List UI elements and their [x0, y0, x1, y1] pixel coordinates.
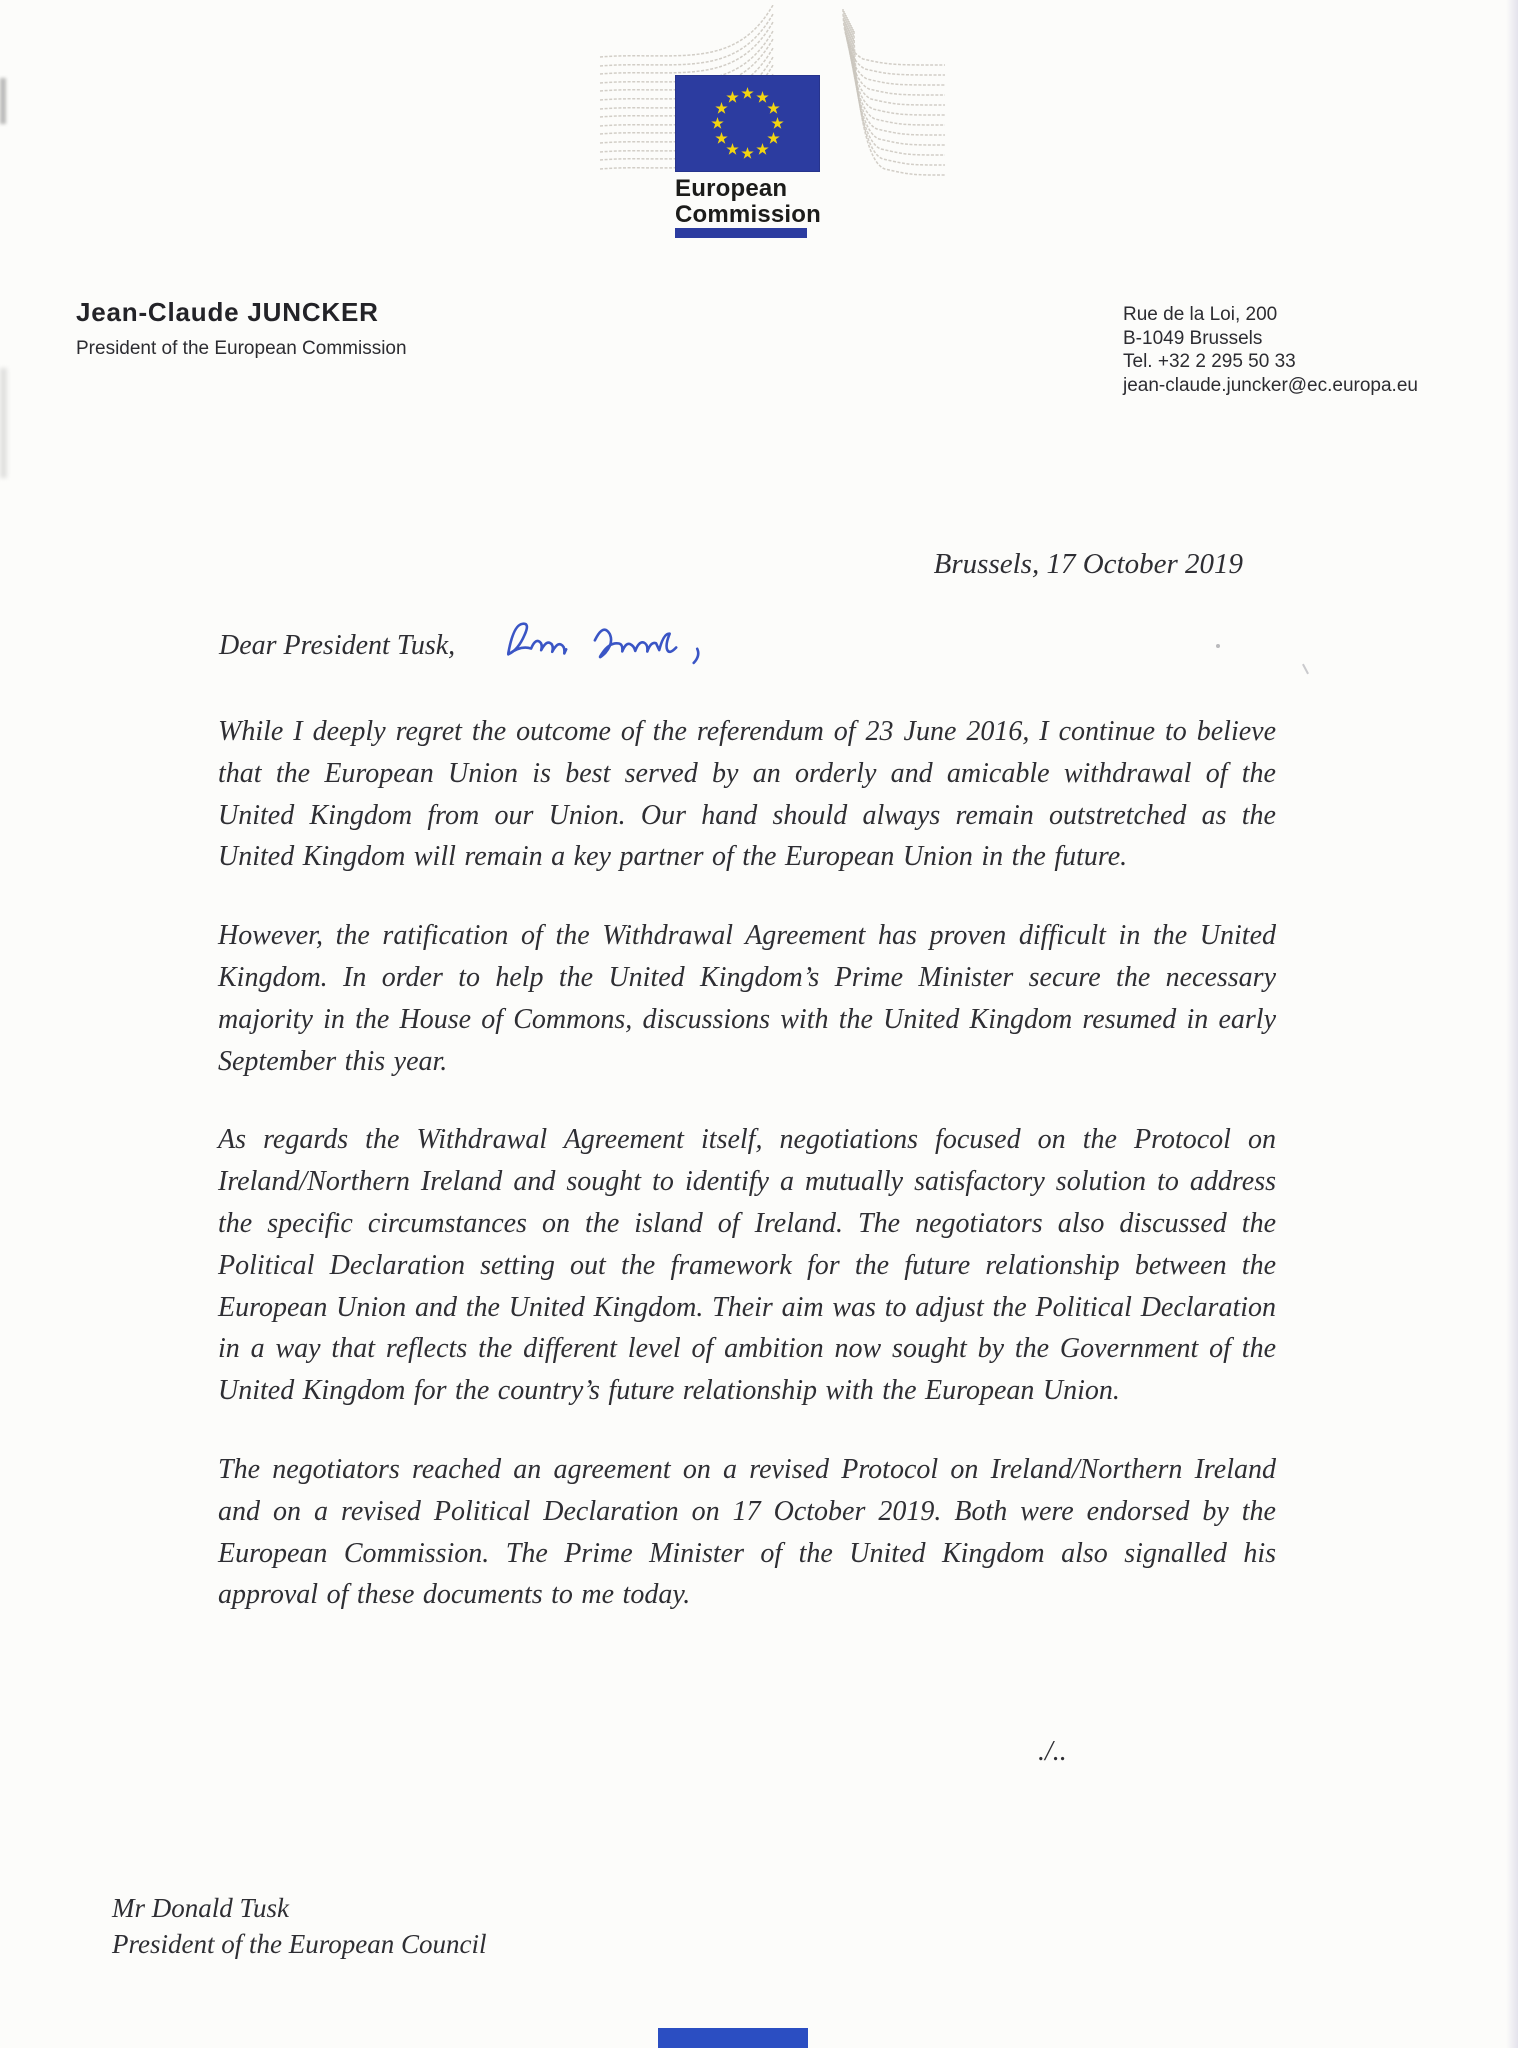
eu-flag-icon: [675, 75, 820, 172]
sender-title: President of the European Commission: [76, 338, 407, 359]
addressee-name: Mr Donald Tusk: [112, 1893, 290, 1923]
ec-logo-line1: European: [675, 175, 788, 202]
contact-address-line2: B-1049 Brussels: [1123, 327, 1263, 349]
handwritten-greeting-ink: [491, 604, 718, 684]
paragraph-3: As regards the Withdrawal Agreement itself, negotiations focused on the Protocol on Ireland/Northern Ireland and sought to identify a mutually satisfactory solution to address the specific circumstances on the island of Ireland. The negotiators also discussed the Political Declaration setting out the framework for the future relationship between the European Union and the United Kingdom. Their aim was to adjust the Political Declaration in a way that reflects the different level of ambition now sought by the Government of the United Kingdom for the country’s future relationship with the European Union.: [218, 1124, 1276, 1407]
scan-speck: [1216, 644, 1220, 648]
paragraph-2: However, the ratification of the Withdrawal Agreement has proven difficult in the United Kingdom. In order to help the United Kingdom’s Prime Minister secure the necessary majority in the House of Commons, discussions with the United Kingdom resumed in early September this year.: [218, 920, 1276, 1077]
salutation: Dear President Tusk,: [219, 630, 456, 661]
contact-address-line1: Rue de la Loi, 200: [1123, 304, 1278, 325]
contact-block: [1123, 303, 1418, 397]
sender-block: [76, 297, 407, 360]
scan-smudge: [0, 368, 7, 478]
scan-edge-shadow: [1506, 0, 1518, 2048]
sender-name: Jean-Claude JUNCKER: [76, 297, 379, 327]
addressee-title: President of the European Council: [112, 1929, 487, 1959]
paragraph-1: While I deeply regret the outcome of the referendum of 23 June 2016, I continue to believe that the European Union is best served by an orderly and amicable withdrawal of the United Kingdom from our Union. Our hand should always remain outstretched as the United Kingdom will remain a key partner of the European Union in the future.: [218, 716, 1276, 873]
ec-logo-accent-bar: [675, 228, 807, 238]
contact-email: jean-claude.juncker@ec.europa.eu: [1123, 374, 1418, 396]
dateline: Brussels, 17 October 2019: [933, 548, 1243, 580]
contact-phone: Tel. +32 2 295 50 33: [1123, 351, 1296, 372]
ec-logo-wordmark: [675, 176, 821, 228]
ec-logo-line2: Commission: [675, 201, 822, 228]
letter-body: [218, 711, 1276, 1653]
scan-smudge: [0, 78, 6, 124]
scan-scratch: [1302, 664, 1309, 675]
paragraph-4: The negotiators reached an agreement on a revised Protocol on Ireland/Northern Ireland and on a revised Political Declaration on 17 October 2019. Both were endorsed by the European Commission. The Prime Minister of the United Kingdom also signalled his approval of these documents to me today.: [218, 1453, 1276, 1611]
continuation-mark: ./..: [1038, 1736, 1067, 1767]
next-page-flag-sliver: [658, 2028, 808, 2048]
addressee-block: [112, 1890, 486, 1962]
